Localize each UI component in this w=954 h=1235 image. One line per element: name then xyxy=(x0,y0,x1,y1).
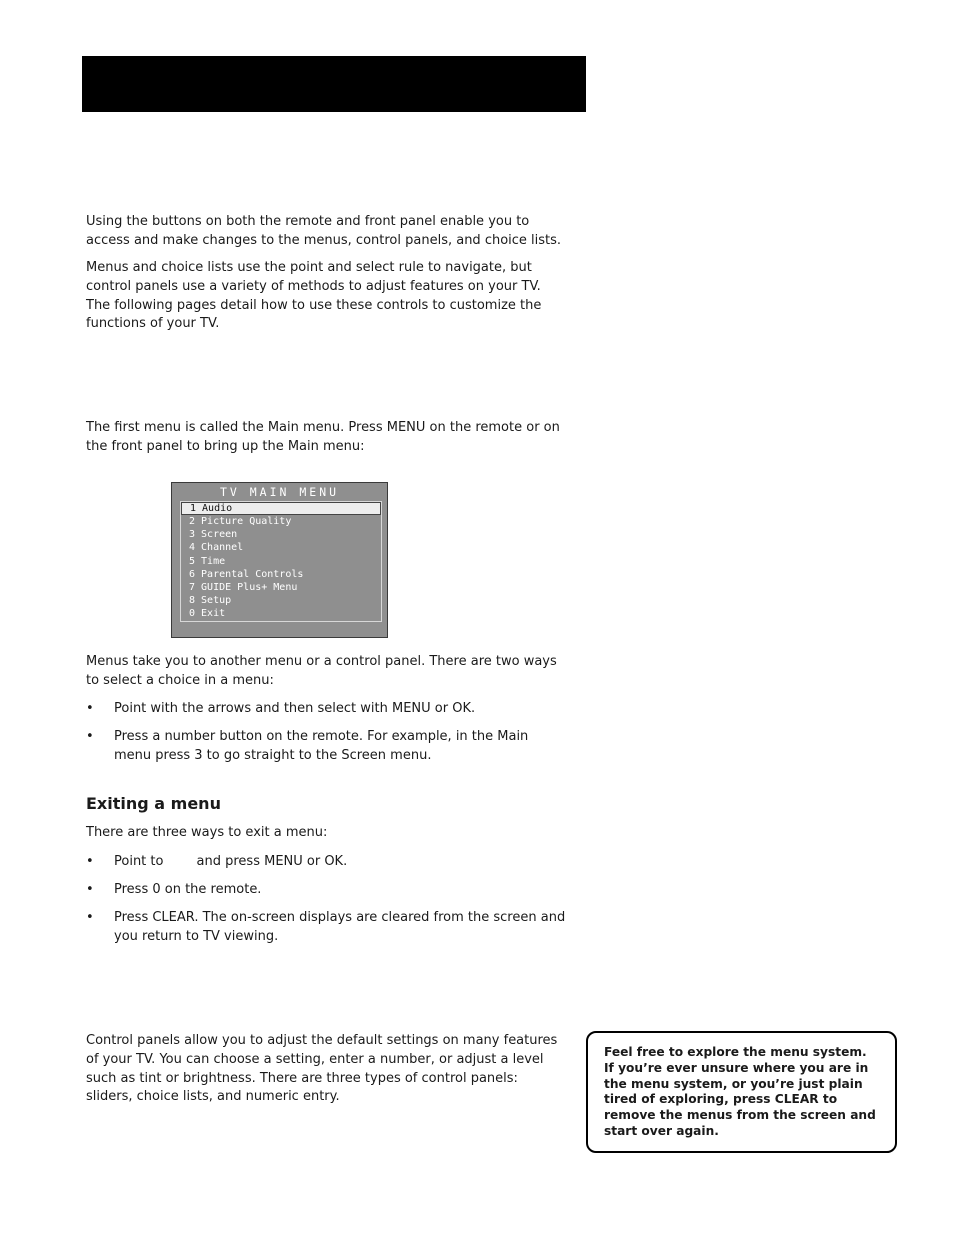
osd-title: TV MAIN MENU xyxy=(219,485,340,499)
exiting-heading: Exiting a menu xyxy=(86,794,221,813)
bullet-text: Press CLEAR. The on-screen displays are cleared from the screen and you return to TV viewing. xyxy=(114,910,566,944)
osd-item-channel[interactable]: 4 Channel xyxy=(189,542,244,553)
bullet-glyph: • xyxy=(86,882,94,897)
osd-menu-list xyxy=(180,501,382,622)
osd-item-exit[interactable]: 0 Exit xyxy=(189,608,226,619)
bullet-text: Point to and press MENU or OK. xyxy=(114,854,348,869)
osd-item-parental-controls[interactable]: 6 Parental Controls xyxy=(189,569,304,580)
osd-item-time[interactable]: 5 Time xyxy=(189,556,226,567)
bullet-glyph: • xyxy=(86,854,94,869)
main-menu-intro: The first menu is called the Main menu. Press MENU on the remote or on the front panel to bring up the Main menu: xyxy=(86,420,560,454)
osd-item-guide-plus-menu[interactable]: 7 GUIDE Plus+ Menu xyxy=(189,582,298,593)
bullet-text: Press 0 on the remote. xyxy=(114,882,262,897)
header-bar xyxy=(82,56,586,112)
osd-item-screen[interactable]: 3 Screen xyxy=(189,529,238,540)
menus-paragraph: Menus take you to another menu or a control panel. There are two ways to select a choice in a menu: xyxy=(86,654,557,688)
tip-text: Feel free to explore the menu system. If you’re ever unsure where you are in the menu system, or you’re just plain tired of exploring, press CLEAR to remove the menus from the screen and start over again. xyxy=(604,1045,876,1138)
exiting-paragraph: There are three ways to exit a menu: xyxy=(86,825,328,840)
intro-paragraph-2: Menus and choice lists use the point and select rule to navigate, but control panels use a variety of methods to adjust features on your TV. The following pages detail how to use these controls to customize the functions of your TV. xyxy=(86,260,542,332)
bullet-text: Point with the arrows and then select with MENU or OK. xyxy=(114,701,476,716)
bullet-glyph: • xyxy=(86,729,94,744)
bullet-text: Press a number button on the remote. For example, in the Main menu press 3 to go straight to the Screen menu. xyxy=(114,729,529,763)
tv-main-menu-screen xyxy=(171,482,388,638)
control-panels-paragraph: Control panels allow you to adjust the default settings on many features of your TV. You can choose a setting, enter a number, or adjust a level such as tint or brightness. There are three types of control panels: sliders, choice lists, and numeric entry. xyxy=(86,1033,558,1105)
bullet-glyph: • xyxy=(86,910,94,925)
bullet-glyph: • xyxy=(86,701,94,716)
osd-item-setup[interactable]: 8 Setup xyxy=(189,595,232,606)
tip-box xyxy=(586,1031,897,1153)
osd-item-audio[interactable]: 1 Audio xyxy=(181,502,381,515)
osd-item-picture-quality[interactable]: 2 Picture Quality xyxy=(189,516,292,527)
intro-paragraph-1: Using the buttons on both the remote and front panel enable you to access and make changes to the menus, control panels, and choice lists. xyxy=(86,214,562,248)
